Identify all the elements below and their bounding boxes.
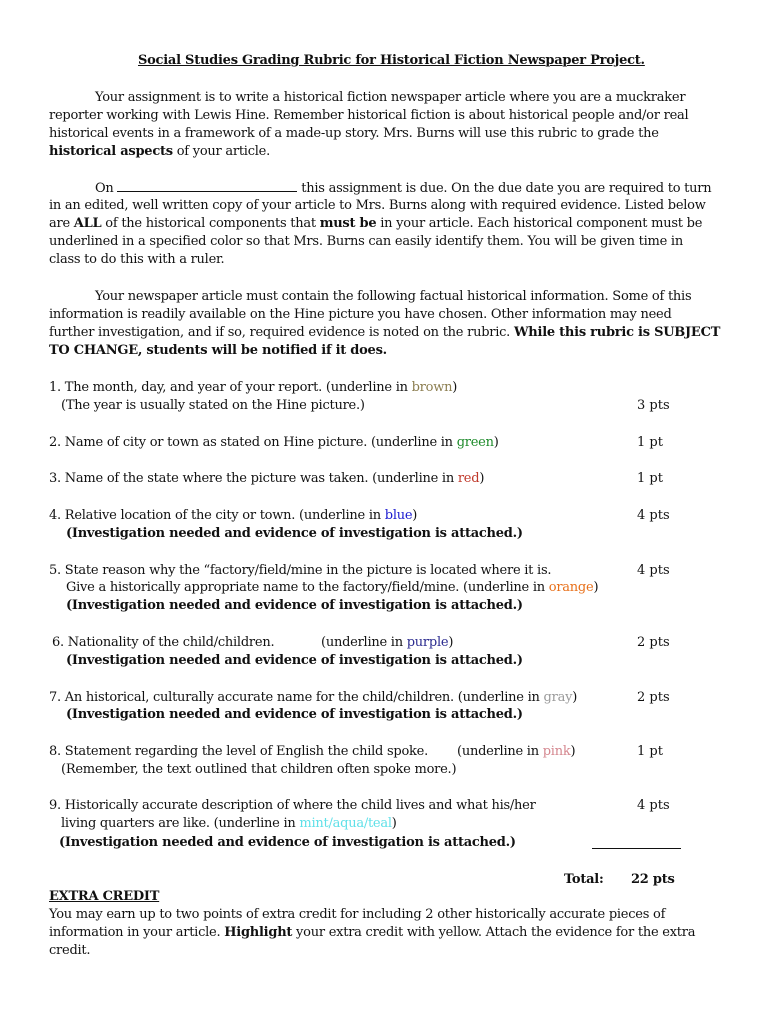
item-8: 8. Statement regarding the level of English the child spoke. xyxy=(49,744,428,759)
item-5: 5. State reason why the “factory/field/mine in the picture is located where it is. xyxy=(49,563,552,578)
item-1-sub: (The year is usually stated on the Hine picture.) xyxy=(61,398,365,413)
intro-line-4-rest: of your article. xyxy=(172,144,270,159)
due-all-bold: ALL xyxy=(73,216,102,231)
item-1-color: brown xyxy=(411,380,453,395)
item-8-sub: (Remember, the text outlined that children often spoke more.) xyxy=(61,762,457,777)
item-5-note: (Investigation needed and evidence of investigation is attached.) xyxy=(66,598,523,613)
due-line-1 xyxy=(95,179,711,198)
item-5-line-2-text: Give a historically appropriate name to the factory/field/mine. (underline in xyxy=(66,580,549,595)
item-2-text: 2. Name of city or town as stated on Hine picture. (underline in xyxy=(49,435,457,450)
score-blank-line xyxy=(592,848,681,849)
total-label: Total: xyxy=(564,872,604,887)
intro-line-3: historical events in a framework of a made-up story. Mrs. Burns will use this rubric to grade the xyxy=(49,126,659,141)
contain-line-1: Your newspaper article must contain the following factual historical information. Some of this xyxy=(95,289,692,304)
item-7 xyxy=(49,689,577,707)
item-9-line-2 xyxy=(61,815,397,833)
intro-line-1: Your assignment is to write a historical fiction newspaper article where you are a muckraker xyxy=(95,90,686,105)
item-2-color: green xyxy=(456,435,494,450)
item-9-note: (Investigation needed and evidence of investigation is attached.) xyxy=(59,835,516,850)
item-6-close: ) xyxy=(448,635,454,650)
due-line-3-b: of the historical components that xyxy=(101,216,320,231)
extra-highlight-bold: Highlight xyxy=(224,925,293,940)
item-6: 6. Nationality of the child/children. xyxy=(52,635,275,650)
item-8-mid: (underline in xyxy=(457,744,543,759)
contain-line-4: TO CHANGE, students will be notified if it does. xyxy=(49,343,387,358)
item-9-close: ) xyxy=(391,816,397,831)
intro-bold-text: historical aspects xyxy=(49,144,173,159)
item-8-close: ) xyxy=(570,744,576,759)
item-5-color: orange xyxy=(548,580,594,595)
item-6-mid: (underline in xyxy=(321,635,407,650)
item-9-line-2-text: living quarters are like. (underline in xyxy=(61,816,300,831)
item-3-points: 1 pt xyxy=(637,471,663,486)
item-4-note: (Investigation needed and evidence of investigation is attached.) xyxy=(66,526,523,541)
item-1-close: ) xyxy=(452,380,458,395)
due-line-4: underlined in a specified color so that Mrs. Burns can easily identify them. You will be given time in xyxy=(49,234,683,249)
due-line-5: class to do this with a ruler. xyxy=(49,252,225,267)
contain-line-2: information is readily available on the Hine picture you have chosen. Other information may need xyxy=(49,307,672,322)
item-3 xyxy=(49,470,484,488)
due-must-bold: must be xyxy=(319,216,377,231)
item-3-close: ) xyxy=(479,471,485,486)
item-9: 9. Historically accurate description of where the child lives and what his/her xyxy=(49,798,536,813)
due-line-3 xyxy=(49,215,702,233)
item-9-color: mint/aqua/teal xyxy=(299,816,392,831)
page-title: Social Studies Grading Rubric for Historical Fiction Newspaper Project. xyxy=(138,53,645,68)
due-line-3-c: in your article. Each historical component must be xyxy=(376,216,703,231)
contain-line-3-bold: While this rubric is SUBJECT xyxy=(513,325,721,340)
total-value: 22 pts xyxy=(631,872,675,887)
intro-line-2: reporter working with Lewis Hine. Remember historical fiction is about historical people and/or real xyxy=(49,108,689,123)
item-7-note: (Investigation needed and evidence of investigation is attached.) xyxy=(66,707,523,722)
item-7-close: ) xyxy=(572,690,578,705)
item-3-color: red xyxy=(457,471,480,486)
extra-line-1: You may earn up to two points of extra credit for including 2 other historically accurate pieces of xyxy=(49,907,666,922)
item-2 xyxy=(49,434,499,452)
item-2-close: ) xyxy=(493,435,499,450)
due-line-1-rest: this assignment is due. On the due date you are required to turn xyxy=(297,181,712,196)
extra-line-2-b: your extra credit with yellow. Attach the evidence for the extra xyxy=(292,925,696,940)
item-4-color: blue xyxy=(384,508,413,523)
item-1-points: 3 pts xyxy=(637,398,670,413)
item-4-close: ) xyxy=(412,508,418,523)
item-8-points: 1 pt xyxy=(637,744,663,759)
item-4-points: 4 pts xyxy=(637,508,670,523)
item-6-points: 2 pts xyxy=(637,635,670,650)
extra-line-2-a: information in your article. xyxy=(49,925,225,940)
item-1-text: 1. The month, day, and year of your report. (underline in xyxy=(49,380,412,395)
contain-line-3-a: further investigation, and if so, required evidence is noted on the rubric. xyxy=(49,325,514,340)
item-1 xyxy=(49,379,457,397)
item-5-points: 4 pts xyxy=(637,563,670,578)
due-date-blank xyxy=(117,179,297,192)
item-6-note: (Investigation needed and evidence of investigation is attached.) xyxy=(66,653,523,668)
item-6-color: purple xyxy=(406,635,449,650)
extra-line-3: credit. xyxy=(49,943,91,958)
item-3-text: 3. Name of the state where the picture was taken. (underline in xyxy=(49,471,458,486)
due-on-label: On xyxy=(95,181,118,196)
extra-credit-title: EXTRA CREDIT xyxy=(49,889,160,904)
item-4-text: 4. Relative location of the city or town. (underline in xyxy=(49,508,385,523)
item-6-underline xyxy=(321,634,453,652)
item-7-text: 7. An historical, culturally accurate name for the child/children. (underline in xyxy=(49,690,544,705)
item-7-points: 2 pts xyxy=(637,690,670,705)
item-8-underline xyxy=(457,743,575,761)
extra-line-2 xyxy=(49,924,695,942)
due-line-3-a: are xyxy=(49,216,74,231)
contain-line-3 xyxy=(49,324,720,342)
item-2-points: 1 pt xyxy=(637,435,663,450)
item-4 xyxy=(49,507,417,525)
intro-line-4 xyxy=(49,143,270,161)
item-5-line-2 xyxy=(66,579,598,597)
item-9-points: 4 pts xyxy=(637,798,670,813)
due-line-2: in an edited, well written copy of your article to Mrs. Burns along with required evidence. Listed below xyxy=(49,198,706,213)
item-7-color: gray xyxy=(543,690,573,705)
item-5-close: ) xyxy=(593,580,599,595)
item-8-color: pink xyxy=(542,744,571,759)
